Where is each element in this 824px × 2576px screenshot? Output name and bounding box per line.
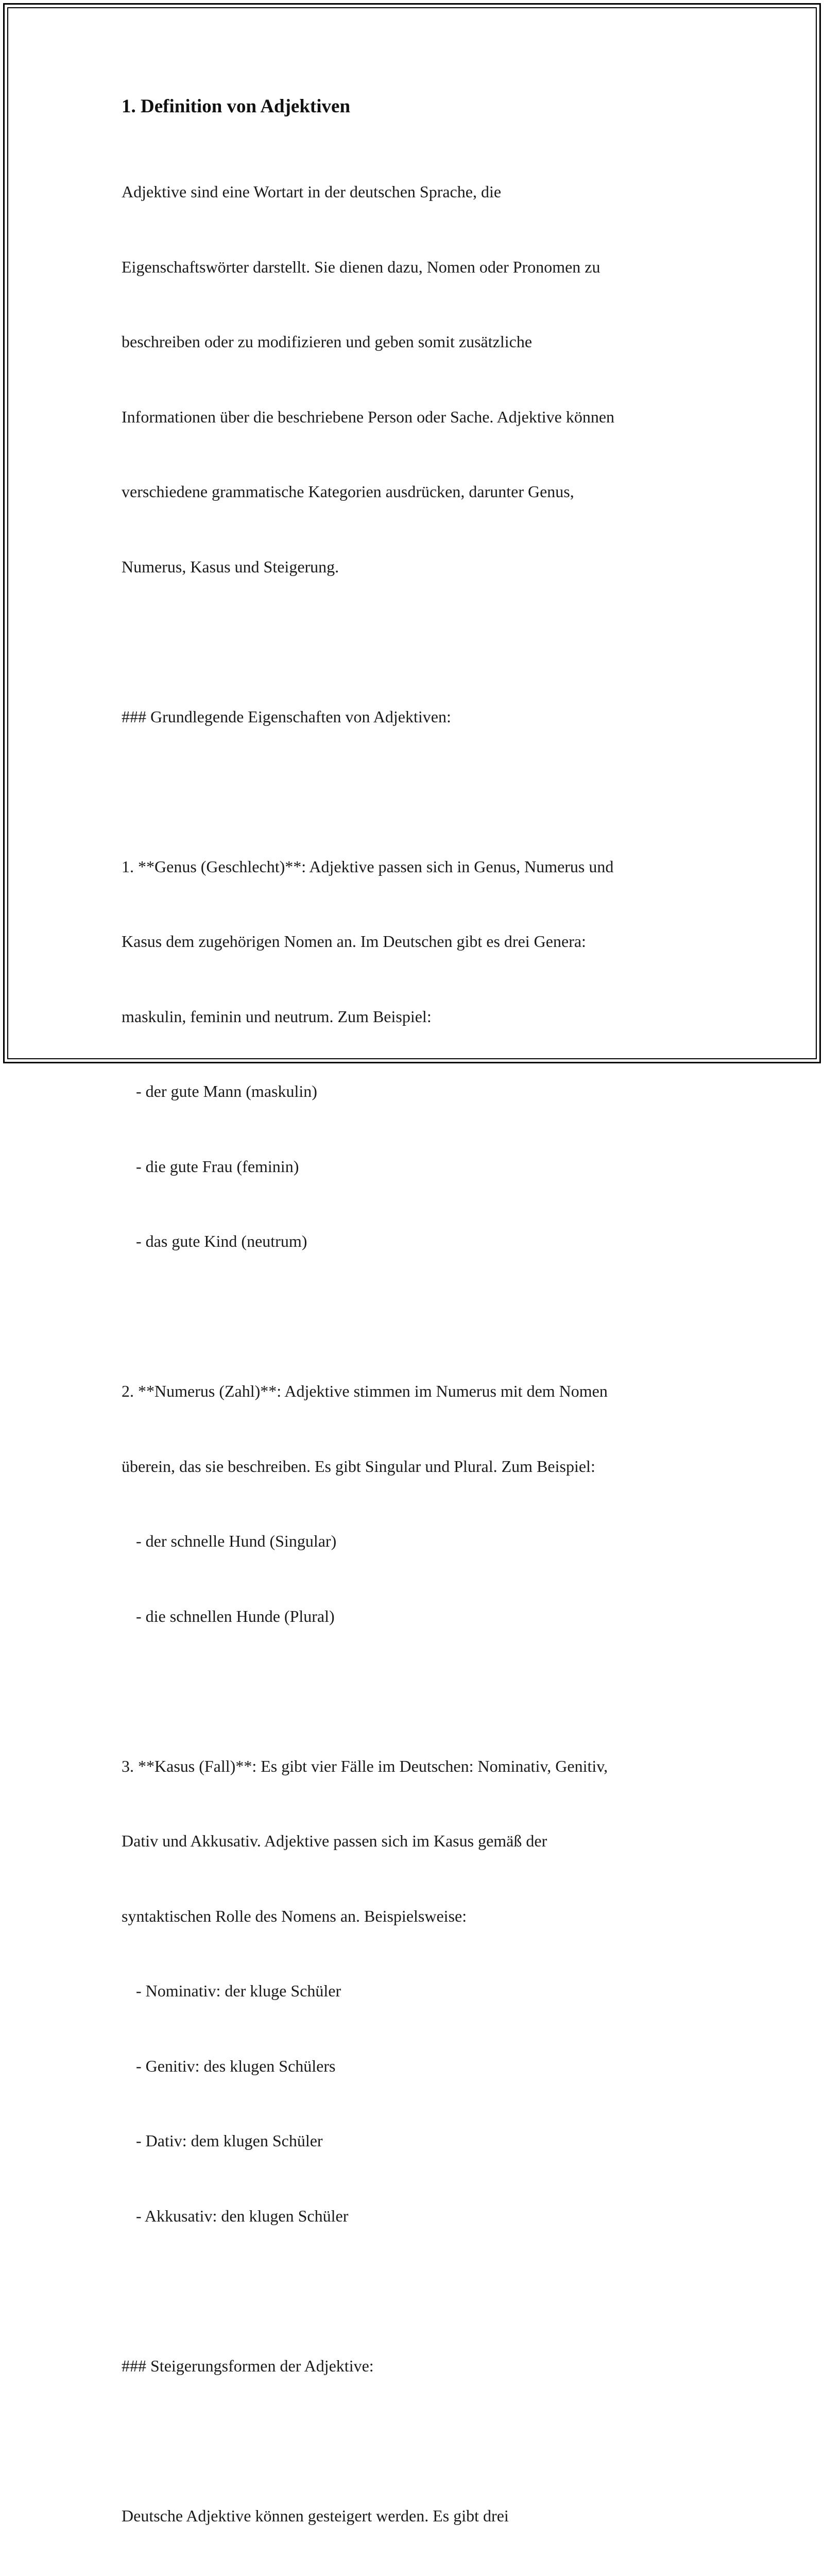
example-line: - der schnelle Hund (Singular) <box>122 1529 703 1554</box>
example-line: - die gute Frau (feminin) <box>122 1154 703 1179</box>
section-heading-properties <box>122 654 703 779</box>
section-heading-comparison <box>122 2303 703 2429</box>
kasus-item <box>122 1704 703 2279</box>
text-line: Kasus dem zugehörigen Nomen an. Im Deutschen gibt es drei Genera: <box>122 929 703 954</box>
text-line: Eigenschaftswörter darstellt. Sie dienen dazu, Nomen oder Pronomen zu <box>122 255 703 280</box>
example-line: - das gute Kind (neutrum) <box>122 1229 703 1254</box>
text-line: Adjektive sind eine Wortart in der deutschen Sprache, die <box>122 179 703 205</box>
section-heading: ### Steigerungsformen der Adjektive: <box>122 2353 703 2379</box>
text-line: Numerus, Kasus und Steigerung. <box>122 554 703 580</box>
page-title: 1. Definition von Adjektiven <box>122 95 703 118</box>
section-heading: ### Grundlegende Eigenschaften von Adjektiven: <box>122 704 703 730</box>
text-line: Informationen über die beschriebene Person oder Sache. Adjektive können <box>122 404 703 430</box>
text-line: 1. **Genus (Geschlecht)**: Adjektive passen sich in Genus, Numerus und <box>122 854 703 879</box>
example-line: - der gute Mann (maskulin) <box>122 1079 703 1104</box>
numerus-item <box>122 1329 703 1679</box>
text-line: syntaktischen Rolle des Nomens an. Beispielsweise: <box>122 1904 703 1929</box>
intro-paragraph <box>122 129 703 629</box>
text-line: überein, das sie beschreiben. Es gibt Singular und Plural. Zum Beispiel: <box>122 1454 703 1479</box>
example-line: - Dativ: dem klugen Schüler <box>122 2128 703 2154</box>
document-body <box>122 95 703 2576</box>
text-line: beschreiben oder zu modifizieren und geben somit zusätzliche <box>122 329 703 354</box>
closing-paragraph <box>122 2453 703 2576</box>
text-line: Deutsche Adjektive können gesteigert werden. Es gibt drei <box>122 2503 703 2529</box>
text-line: Dativ und Akkusativ. Adjektive passen sich im Kasus gemäß der <box>122 1828 703 1854</box>
text-line: 2. **Numerus (Zahl)**: Adjektive stimmen im Numerus mit dem Nomen <box>122 1379 703 1404</box>
example-line: - Akkusativ: den klugen Schüler <box>122 2204 703 2229</box>
example-line: - Nominativ: der kluge Schüler <box>122 1978 703 2004</box>
text-line: maskulin, feminin und neutrum. Zum Beispiel: <box>122 1004 703 1029</box>
text-line: verschiedene grammatische Kategorien ausdrücken, darunter Genus, <box>122 479 703 504</box>
text-line: 3. **Kasus (Fall)**: Es gibt vier Fälle im Deutschen: Nominativ, Genitiv, <box>122 1754 703 1779</box>
example-line: - Genitiv: des klugen Schülers <box>122 2054 703 2079</box>
genus-item <box>122 804 703 1304</box>
example-line: - die schnellen Hunde (Plural) <box>122 1604 703 1629</box>
